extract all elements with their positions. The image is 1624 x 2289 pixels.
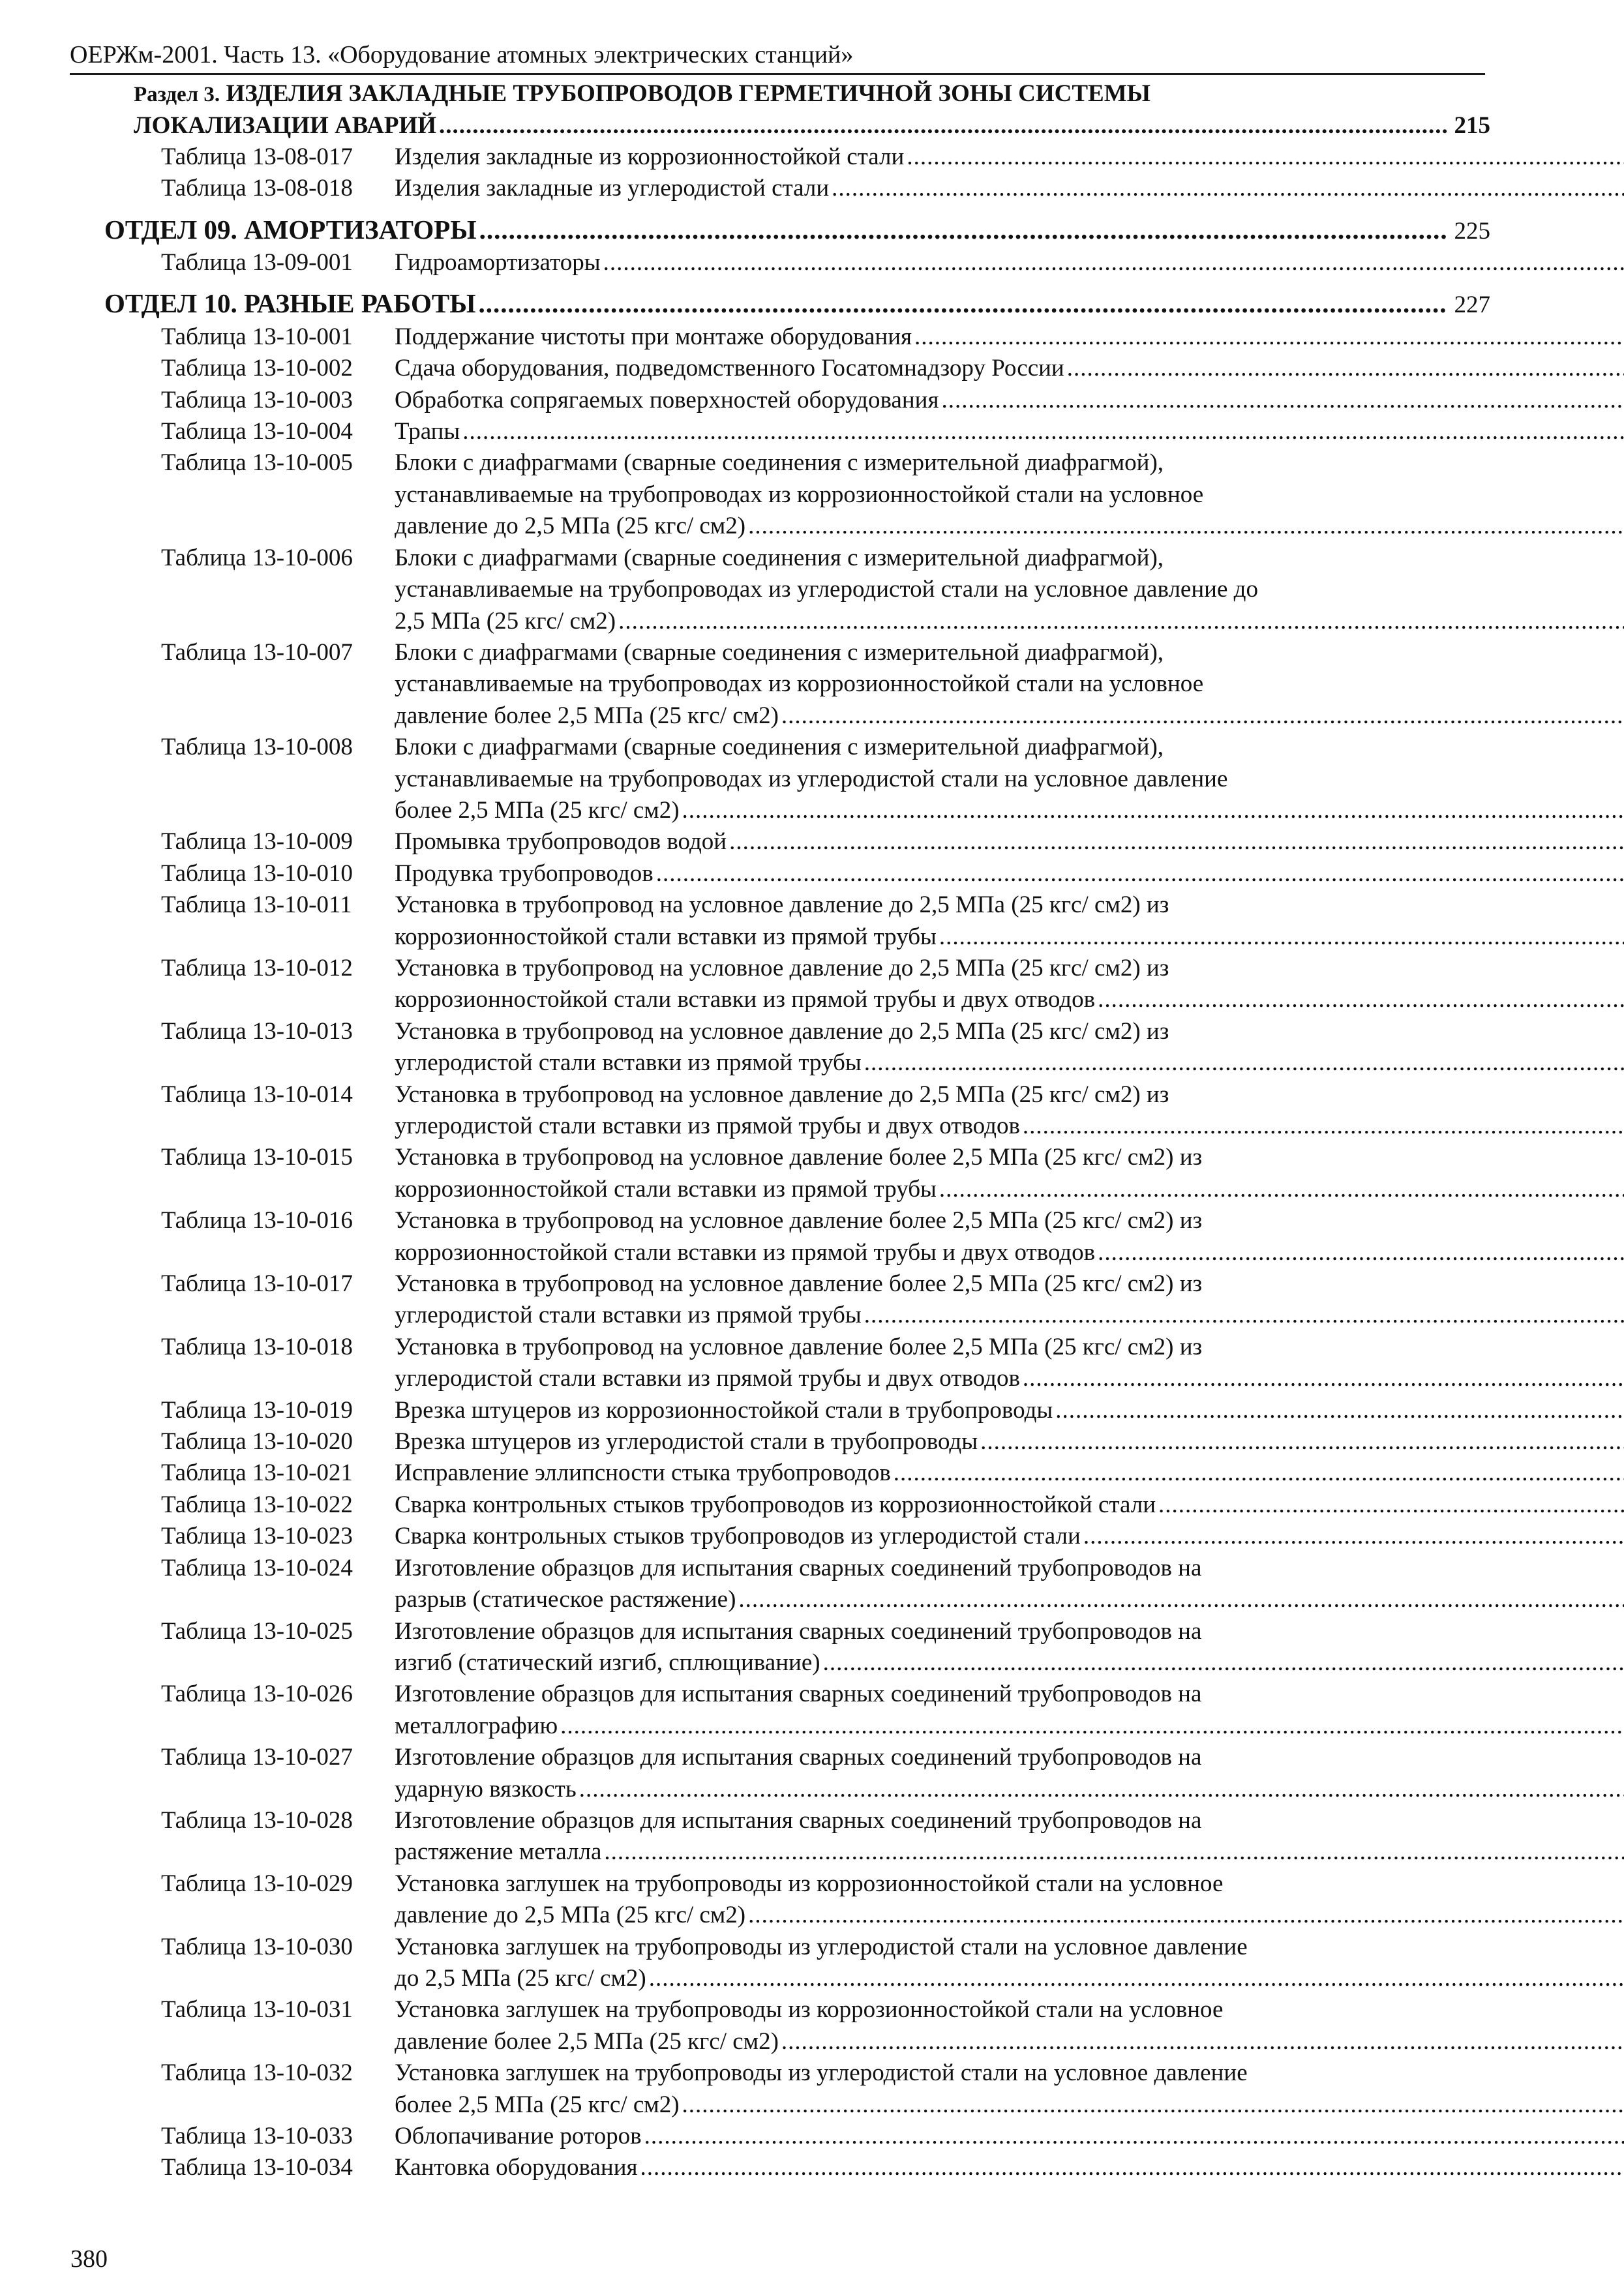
leader-dots [748, 1900, 1624, 1931]
leader-dots [1023, 1111, 1624, 1142]
toc-entry[interactable] [104, 2121, 1490, 2152]
leader-dots [941, 385, 1624, 416]
table-code: Таблица 13-10-018 [161, 1333, 353, 1360]
entry-title-line: Установка заглушек на трубопроводы из углеродистой стали на условное давление [395, 1933, 1248, 1960]
toc-entry[interactable] [104, 1553, 1490, 1616]
toc-entry[interactable] [104, 1079, 1490, 1143]
entry-body [395, 890, 1624, 953]
entry-title-line: Установка в трубопровод на условное давление до 2,5 МПа (25 кгс/ см2) из [395, 1081, 1169, 1108]
toc-entry[interactable] [104, 1268, 1490, 1332]
entry-body [395, 1458, 1624, 1489]
entry-title-line: Установка в трубопровод на условное давление более 2,5 МПа (25 кгс/ см2) из [395, 1333, 1203, 1360]
leader-dots [603, 247, 1624, 278]
entry-title-line: Установка в трубопровод на условное давление более 2,5 МПа (25 кгс/ см2) из [395, 1144, 1203, 1171]
entry-title-line: устанавливаемые на трубопроводах из углеродистой стали на условное давление до [395, 576, 1258, 603]
table-code: Таблица 13-10-007 [161, 638, 353, 666]
leader-dots [1067, 353, 1624, 384]
entry-title: коррозионностойкой стали вставки из прямой трубы [395, 1175, 937, 1203]
department-title: ОТДЕЛ 10. РАЗНЫЕ РАБОТЫ [104, 288, 476, 319]
running-header [70, 38, 1485, 72]
table-code: Таблица 13-10-026 [161, 1681, 353, 1708]
page-ref: 215 [1454, 112, 1490, 140]
department-09-entries [104, 247, 1490, 278]
toc-entry[interactable] [104, 247, 1490, 278]
toc-entry[interactable] [104, 1016, 1490, 1079]
entry-title-line: Установка в трубопровод на условное давление более 2,5 МПа (25 кгс/ см2) из [395, 1207, 1203, 1234]
leader-dots [618, 606, 1624, 637]
section-heading-3[interactable] [104, 78, 1490, 142]
leader-dots [640, 2152, 1624, 2183]
leader-dots [478, 288, 1447, 319]
table-code: Таблица 13-10-034 [161, 2154, 353, 2181]
entry-body [395, 173, 1624, 204]
entry-title: давление более 2,5 МПа (25 кгс/ см2) [395, 702, 779, 729]
entry-title: разрыв (статическое растяжение) [395, 1586, 736, 1613]
toc-entry[interactable] [104, 1679, 1490, 1742]
department-title: ОТДЕЛ 09. АМОРТИЗАТОРЫ [104, 214, 477, 245]
leader-dots [682, 2089, 1624, 2121]
entry-title: углеродистой стали вставки из прямой трубы [395, 1302, 862, 1329]
entry-title: растяжение металла [395, 1838, 602, 1866]
leader-dots [781, 2026, 1624, 2057]
table-code: Таблица 13-10-015 [161, 1144, 353, 1171]
leader-dots [1055, 1395, 1624, 1426]
leader-dots [479, 214, 1447, 245]
leader-dots [579, 1774, 1624, 1805]
entry-title-line: Блоки с диафрагмами (сварные соединения с измерительной диафрагмой), [395, 544, 1164, 571]
leader-dots [1098, 984, 1624, 1015]
table-code: Таблица 13-10-033 [161, 2123, 353, 2149]
entry-body [395, 1553, 1624, 1616]
leader-dots [1083, 1521, 1624, 1552]
leader-dots [939, 1174, 1624, 1205]
leader-dots [864, 1047, 1624, 1079]
header-rule [70, 73, 1485, 75]
table-code: Таблица 13-10-002 [161, 355, 353, 382]
department-heading-10[interactable] [104, 288, 1490, 321]
entry-body [395, 322, 1624, 353]
toc-entry[interactable] [104, 353, 1490, 384]
entry-title-line: устанавливаемые на трубопроводах из углеродистой стали на условное давление [395, 765, 1228, 792]
entry-title: Трапы [395, 418, 460, 445]
entry-title-line: Установка в трубопровод на условное давление более 2,5 МПа (25 кгс/ см2) из [395, 1270, 1203, 1298]
entry-title-line: Установка в трубопровод на условное давление до 2,5 МПа (25 кгс/ см2) из [395, 954, 1169, 981]
table-code: Таблица 13-10-004 [161, 418, 353, 445]
section-entries [104, 142, 1490, 205]
toc-entry[interactable] [104, 1205, 1490, 1268]
section-title-line-1: ИЗДЕЛИЯ ЗАКЛАДНЫЕ ТРУБОПРОВОДОВ ГЕРМЕТИЧНОЙ ЗОНЫ СИСТЕМЫ [226, 80, 1150, 107]
entry-body [395, 2121, 1624, 2152]
toc-entry[interactable] [104, 858, 1490, 890]
entry-title-line: Блоки с диафрагмами (сварные соединения с измерительной диафрагмой), [395, 734, 1164, 761]
table-code: Таблица 13-10-025 [161, 1617, 353, 1645]
toc-entry[interactable] [104, 1395, 1490, 1426]
toc-entry[interactable] [104, 385, 1490, 416]
page-ref: 225 [1454, 217, 1490, 245]
table-code: Таблица 13-10-017 [161, 1270, 353, 1298]
entry-title: Обработка сопрягаемых поверхностей оборудования [395, 386, 939, 413]
entry-title: Продувка трубопроводов [395, 860, 654, 887]
page-ref: 227 [1454, 292, 1490, 319]
entry-title-line: Изготовление образцов для испытания сварных соединений трубопроводов на [395, 1806, 1202, 1834]
entry-body [395, 1268, 1624, 1332]
entry-title-line: Установка в трубопровод на условное давление до 2,5 МПа (25 кгс/ см2) из [395, 1017, 1169, 1045]
table-code: Таблица 13-10-005 [161, 449, 353, 477]
leader-dots [907, 142, 1624, 173]
table-code: Таблица 13-10-012 [161, 954, 353, 981]
toc-entry[interactable] [104, 2057, 1490, 2121]
entry-title-line: Блоки с диафрагмами (сварные соединения с измерительной диафрагмой), [395, 449, 1164, 477]
entry-title: Врезка штуцеров из углеродистой стали в трубопроводы [395, 1428, 978, 1456]
entry-body [395, 953, 1624, 1016]
entry-body [395, 353, 1624, 384]
leader-dots [604, 1836, 1624, 1868]
entry-title: Облопачивание роторов [395, 2123, 642, 2149]
toc-entry[interactable] [104, 142, 1490, 173]
entry-title: Поддержание чистоты при монтаже оборудования [395, 323, 912, 350]
table-code: Таблица 13-10-028 [161, 1806, 353, 1834]
entry-title: Изделия закладные из коррозионностойкой стали [395, 143, 905, 170]
entry-body [395, 1205, 1624, 1268]
entry-body [395, 1994, 1624, 2057]
entry-body [395, 1489, 1624, 1521]
page-number: 380 [70, 2245, 108, 2273]
entry-title: до 2,5 МПа (25 кгс/ см2) [395, 1964, 646, 1992]
table-of-contents [104, 78, 1490, 2184]
entry-body [395, 142, 1624, 173]
leader-dots [656, 858, 1624, 890]
leader-dots [1158, 1489, 1624, 1521]
entry-title: Гидроамортизаторы [395, 249, 601, 277]
leader-dots [823, 1647, 1624, 1679]
leader-dots [914, 322, 1624, 353]
toc-entry[interactable] [104, 1994, 1490, 2057]
entry-body [395, 1016, 1624, 1079]
entry-title: коррозионностойкой стали вставки из прямой трубы и двух отводов [395, 986, 1096, 1013]
toc-entry[interactable] [104, 1932, 1490, 1995]
leader-dots [1098, 1237, 1624, 1268]
entry-title-line: Установка заглушек на трубопроводы из углеродистой стали на условное давление [395, 2059, 1248, 2087]
leader-dots [939, 921, 1624, 953]
table-code: Таблица 13-10-032 [161, 2059, 353, 2087]
toc-entry[interactable] [104, 1458, 1490, 1489]
entry-title: коррозионностойкой стали вставки из прямой трубы и двух отводов [395, 1238, 1096, 1266]
leader-dots [748, 511, 1624, 542]
entry-title: более 2,5 МПа (25 кгс/ см2) [395, 796, 680, 824]
entry-body [395, 1679, 1624, 1742]
entry-title-line: устанавливаемые на трубопроводах из коррозионностойкой стали на условное [395, 670, 1204, 698]
toc-entry[interactable] [104, 1142, 1490, 1205]
entry-title-line: Изготовление образцов для испытания сварных соединений трубопроводов на [395, 1617, 1202, 1645]
toc-entry[interactable] [104, 1521, 1490, 1552]
toc-entry[interactable] [104, 416, 1490, 447]
toc-entry[interactable] [104, 826, 1490, 858]
toc-entry[interactable] [104, 543, 1490, 637]
table-code: Таблица 13-10-031 [161, 1996, 353, 2024]
leader-dots [980, 1426, 1624, 1458]
department-heading-09[interactable] [104, 214, 1490, 247]
leader-dots [462, 416, 1624, 447]
entry-body [395, 1332, 1624, 1395]
table-code: Таблица 13-09-001 [161, 249, 353, 277]
entry-title: Врезка штуцеров из коррозионностойкой стали в трубопроводы [395, 1396, 1053, 1424]
table-code: Таблица 13-10-013 [161, 1017, 353, 1045]
leader-dots [439, 110, 1447, 142]
table-code: Таблица 13-10-010 [161, 860, 353, 887]
toc-entry[interactable] [104, 637, 1490, 732]
leader-dots [560, 1711, 1624, 1742]
section-prefix: Раздел 3. [134, 83, 220, 106]
toc-entry[interactable] [104, 1332, 1490, 1395]
entry-body [395, 247, 1624, 278]
entry-body [395, 1079, 1624, 1143]
table-code: Таблица 13-10-019 [161, 1396, 353, 1424]
entry-body [395, 385, 1624, 416]
toc-entry[interactable] [104, 1426, 1490, 1458]
table-code: Таблица 13-10-014 [161, 1081, 353, 1108]
table-code: Таблица 13-10-009 [161, 828, 353, 856]
entry-body [395, 732, 1624, 826]
toc-entry[interactable] [104, 173, 1490, 204]
leader-dots [729, 826, 1624, 858]
table-code: Таблица 13-10-022 [161, 1491, 353, 1518]
entry-title: Изделия закладные из углеродистой стали [395, 175, 830, 202]
table-code: Таблица 13-10-027 [161, 1744, 353, 1771]
leader-dots [864, 1300, 1624, 1331]
entry-body [395, 1742, 1624, 1805]
table-code: Таблица 13-10-023 [161, 1523, 353, 1550]
header-title: ОЕРЖм-2001. Часть 13. «Оборудование атомных электрических станций» [70, 41, 854, 68]
entry-title: давление до 2,5 МПа (25 кгс/ см2) [395, 513, 746, 540]
toc-entry[interactable] [104, 732, 1490, 826]
toc-entry[interactable] [104, 1742, 1490, 1805]
entry-body [395, 1395, 1624, 1426]
entry-title: ударную вязкость [395, 1775, 577, 1803]
table-code: Таблица 13-10-006 [161, 544, 353, 571]
entry-body [395, 2152, 1624, 2183]
entry-title: Исправление эллипсности стыка трубопроводов [395, 1459, 891, 1487]
entry-title: углеродистой стали вставки из прямой трубы и двух отводов [395, 1365, 1020, 1392]
entry-title: углеродистой стали вставки из прямой трубы и двух отводов [395, 1113, 1020, 1139]
entry-title: давление до 2,5 МПа (25 кгс/ см2) [395, 1902, 746, 1929]
entry-title: Промывка трубопроводов водой [395, 828, 727, 856]
leader-dots [682, 795, 1624, 826]
entry-title: углеродистой стали вставки из прямой трубы [395, 1049, 862, 1077]
entry-body [395, 1868, 1624, 1932]
entry-title-line: устанавливаемые на трубопроводах из коррозионностойкой стали на условное [395, 481, 1204, 508]
toc-entry[interactable] [104, 1868, 1490, 1932]
table-code: Таблица 13-10-016 [161, 1207, 353, 1234]
table-code: Таблица 13-10-008 [161, 734, 353, 761]
entry-title-line: Изготовление образцов для испытания сварных соединений трубопроводов на [395, 1744, 1202, 1771]
toc-entry[interactable] [104, 953, 1490, 1016]
toc-entry[interactable] [104, 2152, 1490, 2183]
leader-dots [738, 1584, 1624, 1615]
leader-dots [1023, 1363, 1624, 1394]
toc-entry[interactable] [104, 1489, 1490, 1521]
entry-title: металлографию [395, 1712, 558, 1739]
entry-title-line: Установка заглушек на трубопроводы из коррозионностойкой стали на условное [395, 1870, 1224, 1897]
table-code: Таблица 13-08-018 [161, 175, 353, 202]
leader-dots [649, 1963, 1624, 1994]
toc-entry[interactable] [104, 447, 1490, 542]
entry-body [395, 1521, 1624, 1552]
toc-entry[interactable] [104, 1805, 1490, 1868]
table-code: Таблица 13-10-029 [161, 1870, 353, 1897]
entry-title: коррозионностойкой стали вставки из прямой трубы [395, 923, 937, 950]
entry-body [395, 1426, 1624, 1458]
entry-title-line: Блоки с диафрагмами (сварные соединения с измерительной диафрагмой), [395, 638, 1164, 666]
entry-title: более 2,5 МПа (25 кгс/ см2) [395, 2091, 680, 2118]
toc-entry[interactable] [104, 1616, 1490, 1679]
table-code: Таблица 13-10-020 [161, 1428, 353, 1456]
leader-dots [894, 1458, 1624, 1489]
entry-body [395, 416, 1624, 447]
entry-title-line: Установка заглушек на трубопроводы из коррозионностойкой стали на условное [395, 1996, 1224, 2024]
entry-body [395, 637, 1624, 732]
leader-dots [781, 700, 1624, 732]
table-code: Таблица 13-10-021 [161, 1459, 353, 1487]
toc-entry[interactable] [104, 322, 1490, 353]
toc-entry[interactable] [104, 890, 1490, 953]
table-code: Таблица 13-10-001 [161, 323, 353, 350]
table-code: Таблица 13-10-011 [161, 891, 352, 919]
entry-body [395, 1142, 1624, 1205]
entry-title-line: Изготовление образцов для испытания сварных соединений трубопроводов на [395, 1554, 1202, 1581]
entry-body [395, 1932, 1624, 1995]
entry-title: изгиб (статический изгиб, сплющивание) [395, 1649, 820, 1676]
entry-title: Сдача оборудования, подведомственного Госатомнадзору России [395, 355, 1064, 382]
table-code: Таблица 13-08-017 [161, 143, 353, 170]
leader-dots [832, 173, 1624, 204]
entry-body [395, 447, 1624, 542]
entry-body [395, 826, 1624, 858]
entry-title-line: Установка в трубопровод на условное давление до 2,5 МПа (25 кгс/ см2) из [395, 891, 1169, 919]
entry-body [395, 2057, 1624, 2121]
entry-title: Кантовка оборудования [395, 2154, 638, 2181]
entry-title: Сварка контрольных стыков трубопроводов из коррозионностойкой стали [395, 1491, 1156, 1518]
table-code: Таблица 13-10-030 [161, 1933, 353, 1960]
entry-body [395, 1805, 1624, 1868]
entry-title: давление более 2,5 МПа (25 кгс/ см2) [395, 2027, 779, 2055]
entry-title: Сварка контрольных стыков трубопроводов из углеродистой стали [395, 1523, 1081, 1550]
section-title-line-2: ЛОКАЛИЗАЦИИ АВАРИЙ [134, 112, 437, 140]
department-10-entries [104, 322, 1490, 2184]
entry-body [395, 858, 1624, 890]
leader-dots [644, 2121, 1624, 2152]
entry-body [395, 1616, 1624, 1679]
table-code: Таблица 13-10-024 [161, 1554, 353, 1581]
entry-title: 2,5 МПа (25 кгс/ см2) [395, 607, 616, 635]
table-code: Таблица 13-10-003 [161, 386, 353, 413]
entry-body [395, 543, 1624, 637]
entry-title-line: Изготовление образцов для испытания сварных соединений трубопроводов на [395, 1681, 1202, 1708]
